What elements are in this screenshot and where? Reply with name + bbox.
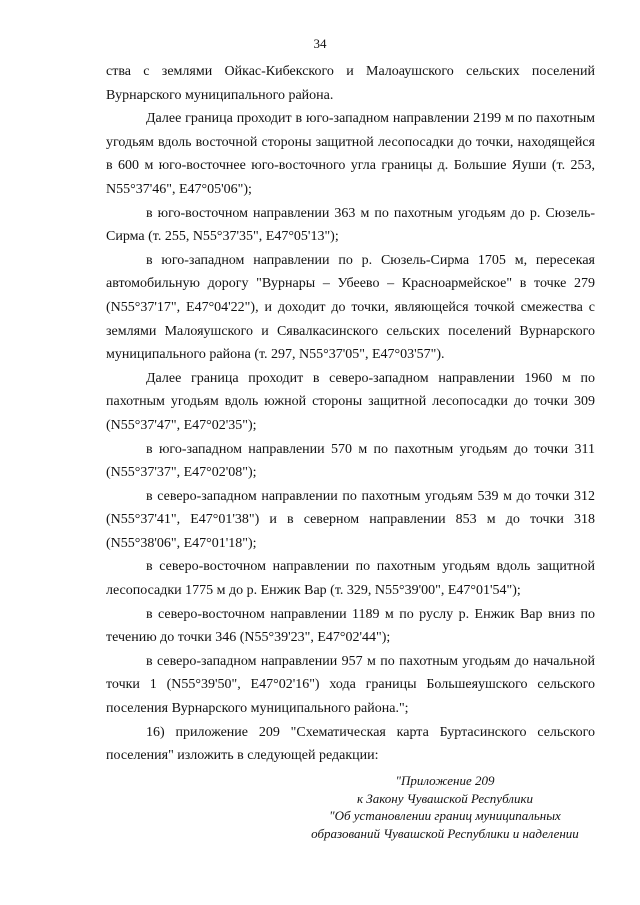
paragraph: в юго-западном направлении по р. Сюзель-Сирма 1705 м, пересекая автомобильную дорогу "Вурнары – Убеево – Красноармейское" в точке 279 (N55°37'17", E47°04'22"), и доходит до точки, являющейся точкой смежества с землями Малояушского и Сявалкасинского сельских поселений Вурнарского муниципального района (т. 297, N55°37'05", E47°03'57"). xyxy=(106,252,595,363)
appendix-reference-line: образований Чувашской Республики и наделении xyxy=(311,825,579,841)
paragraph: 16) приложение 209 "Схематическая карта Буртасинского сельского поселения" изложить в следующей редакции: xyxy=(106,724,595,764)
paragraph: в северо-западном направлении по пахотным угодьям 539 м до точки 312 (N55°37'41", E47°01'38") и в северном направлении 853 м до точки 318 (N55°38'06", E47°01'18"); xyxy=(106,488,595,551)
appendix-reference-line: "Приложение 209 xyxy=(395,773,495,788)
paragraph: в юго-западном направлении 570 м по пахотным угодьям до точки 311 (N55°37'37", E47°02'08"); xyxy=(106,441,595,481)
body-text xyxy=(106,60,595,768)
appendix-reference-line: "Об установлении границ муниципальных xyxy=(329,808,561,823)
paragraph-continuation: ства с землями Ойкас-Кибекского и Малоаушского сельских поселений Вурнарского муниципального района. xyxy=(106,64,595,103)
paragraph: в северо-восточном направлении по пахотным угодьям вдоль защитной лесопосадки 1775 м до р. Енжик Вар (т. 329, N55°39'00", E47°01'54"); xyxy=(106,559,595,599)
paragraph: Далее граница проходит в северо-западном направлении 1960 м по пахотным угодьям вдоль южной стороны защитной лесопосадки до точки 309 (N55°37'47", E47°02'35"); xyxy=(106,370,595,433)
appendix-reference xyxy=(300,772,590,842)
paragraph: Далее граница проходит в юго-западном направлении 2199 м по пахотным угодьям вдоль восточной стороны защитной лесопосадки до точки, находящейся в 600 м юго-восточнее юго-восточного угла границы д. Большие Яуши (т. 253, N55°37'46", E47°05'06"); xyxy=(106,111,595,197)
page-number: 34 xyxy=(313,36,327,51)
paragraph: в северо-западном направлении 957 м по пахотным угодьям до начальной точки 1 (N55°39'50", E47°02'16") хода границы Большеяушского сельского поселения Вурнарского муниципального района."; xyxy=(106,653,595,717)
appendix-reference-line: к Закону Чувашской Республики xyxy=(356,790,534,806)
paragraph: в северо-восточном направлении 1189 м по руслу р. Енжик Вар вниз по течению до точки 346 (N55°39'23", E47°02'44"); xyxy=(106,606,595,646)
paragraph: в юго-восточном направлении 363 м по пахотным угодьям до р. Сюзель-Сирма (т. 255, N55°37'35", E47°05'13"); xyxy=(106,205,595,245)
